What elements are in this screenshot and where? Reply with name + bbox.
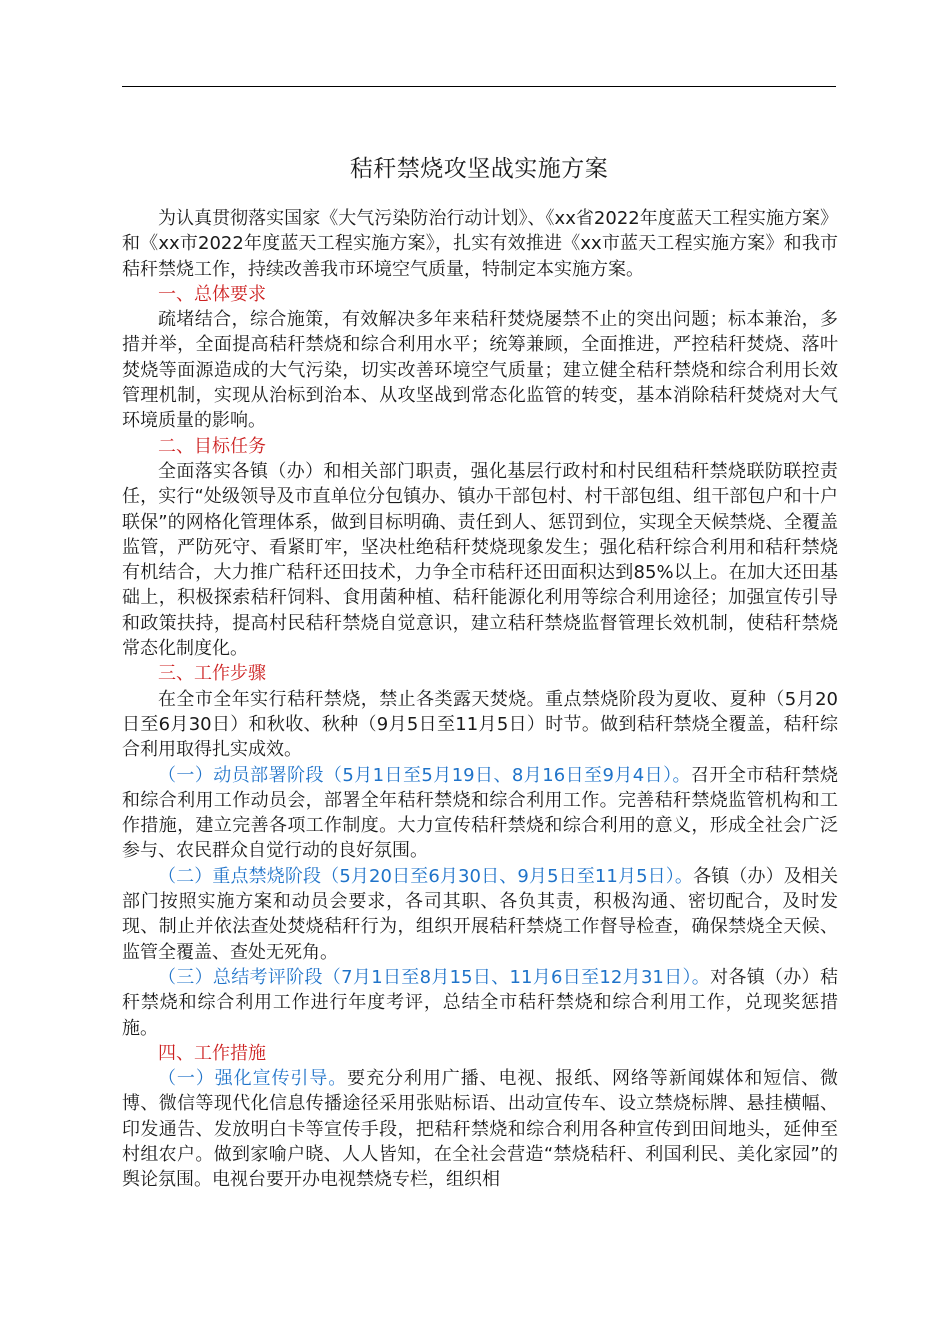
paragraph-targets: 全面落实各镇（办）和相关部门职责，强化基层行政村和村民组秸秆禁烧联防联控责任，实行“处级领导及市直单位分包镇办、镇办干部包村、村干部包组、组干部包户和十户联保”的网格化管理体系，做到目标明确、责任到人、惩罚到位，实现全天候禁烧、全覆盖监管，严防死守、看紧盯牢，坚决杜绝秸秆焚烧现象发生；强化秸秆综合利用和秸秆禁烧有机结合，大力推广秸秆还田技术，力争全市秸秆还田面积达到85%以上。在加大还田基础上，积极探索秸秆饲料、食用菌种植、秸秆能源化利用等综合利用途径；加强宣传引导和政策扶持，提高村民秸秆禁烧自觉意识，建立秸秆禁烧监督管理长效机制，使秸秆禁烧常态化制度化。 (122, 460, 838, 660)
section-heading-steps: 三、工作步骤 (158, 663, 266, 685)
document-body (122, 206, 838, 1193)
paragraph-step-key-ban (122, 864, 838, 965)
text-step-evaluation: 对各镇（办）秸秆禁烧和综合利用工作进行年度考评，总结全市秸秆禁烧和综合利用工作，兑现奖惩措施。 (122, 966, 838, 1039)
paragraph-step-mobilization (122, 763, 838, 864)
document-title: 秸秆禁烧攻坚战实施方案 (349, 156, 609, 182)
paragraph-step-evaluation (122, 965, 838, 1041)
section-heading-targets: 二、目标任务 (158, 435, 266, 457)
paragraph-steps: 在全市全年实行秸秆禁烧，禁止各类露天焚烧。重点禁烧阶段为夏收、夏种（5月20日至6月30日）和秋收、秋种（9月5日至11月5日）时节。做到秸秆禁烧全覆盖，秸秆综合利用取得扎实成效。 (122, 688, 838, 761)
subheading-step-evaluation: （三）总结考评阶段（7月1日至8月15日、11月6日至12月31日）。 (158, 966, 711, 988)
section-heading-measures: 四、工作措施 (158, 1042, 266, 1064)
paragraph-general-requirements: 疏堵结合，综合施策，有效解决多年来秸秆焚烧屡禁不止的突出问题；标本兼治，多措并举，全面提高秸秆禁烧和综合利用水平；统筹兼顾，全面推进，严控秸秆焚烧、落叶焚烧等面源造成的大气污染，切实改善环境空气质量；建立健全秸秆禁烧和综合利用长效管理机制，实现从治标到治本、从攻坚战到常态化监管的转变，基本消除秸秆焚烧对大气环境质量的影响。 (122, 309, 838, 432)
section-heading-general-requirements: 一、总体要求 (158, 283, 266, 305)
subheading-measure-publicity: （一）强化宣传引导。 (158, 1068, 348, 1090)
header-rule (122, 86, 836, 87)
intro-paragraph: 为认真贯彻落实国家《大气污染防治行动计划》、《xx省2022年度蓝天工程实施方案》和《xx市2022年度蓝天工程实施方案》，扎实有效推进《xx市蓝天工程实施方案》和我市秸秆禁烧工作，持续改善我市环境空气质量，特制定本实施方案。 (122, 208, 838, 280)
text-step-key-ban: 各镇（办）及相关部门按照实施方案和动员会要求，各司其职、各负其责，积极沟通、密切配合，及时发现、制止并依法查处焚烧秸秆行为，组织开展秸秆禁烧工作督导检查，确保禁烧全天候、监管全覆盖、查处无死角。 (122, 865, 839, 963)
paragraph-measure-publicity (122, 1066, 838, 1192)
subheading-step-mobilization: （一）动员部署阶段（5月1日至5月19日、8月16日至9月4日）。 (158, 764, 691, 786)
subheading-step-key-ban: （二）重点禁烧阶段（5月20日至6月30日、9月5日至11月5日）。 (158, 865, 694, 887)
text-step-mobilization: 召开全市秸秆禁烧和综合利用工作动员会，部署全年秸秆禁烧和综合利用工作。完善秸秆禁烧监管机构和工作措施，建立完善各项工作制度。大力宣传秸秆禁烧和综合利用的意义，形成全社会广泛参与、农民群众自觉行动的良好氛围。 (122, 764, 839, 862)
text-measure-publicity: 要充分利用广播、电视、报纸、网络等新闻媒体和短信、微博、微信等现代化信息传播途径采用张贴标语、出动宣传车、设立禁烧标牌、悬挂横幅、印发通告、发放明白卡等宣传手段，把秸秆禁烧和综合利用各种宣传到田间地头，延伸至村组农户。做到家喻户晓、人人皆知，在全社会营造“禁烧秸秆、利国利民、美化家园”的舆论氛围。电视台要开办电视禁烧专栏，组织相 (122, 1068, 839, 1191)
